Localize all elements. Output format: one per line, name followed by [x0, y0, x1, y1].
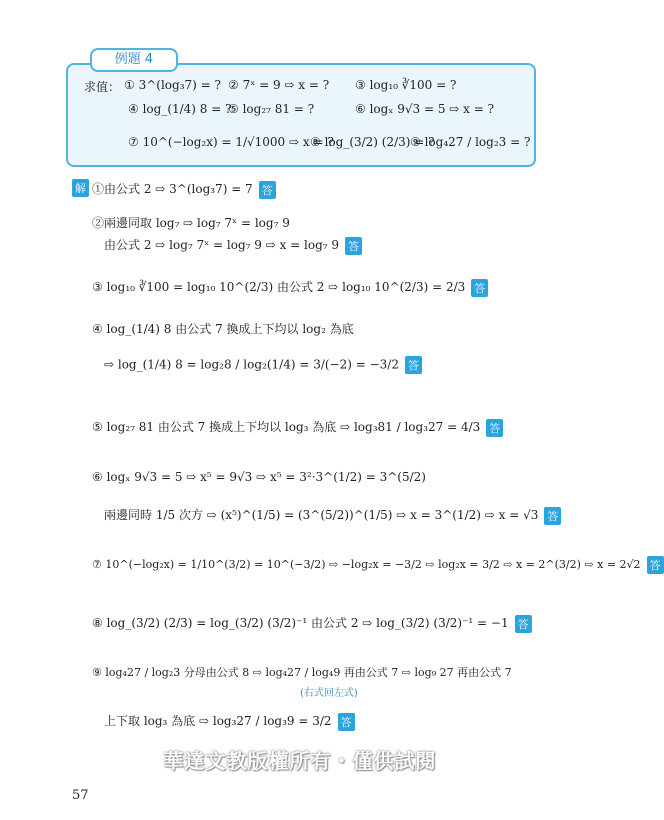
step-3-text: ③ log₁₀ ∛100 = log₁₀ 10^(2/3) 由公式 2 ⇨ log₁₀ 10^(2/3) = 2/3: [92, 280, 466, 294]
step-1-text: ①由公式 2 ⇨ 3^(log₃7) = 7: [92, 182, 253, 196]
watermark: 華達文教版權所有・僅供試閱: [163, 749, 437, 773]
example-prompt: 求值：: [84, 80, 121, 94]
example-title: 例題 4: [90, 48, 178, 72]
solution-step-9a: ⑨ log₄27 / log₂3 分母由公式 8 ⇨ log₄27 / log₄9 再由公式 7 ⇨ log₉ 27 再由公式 7: [92, 666, 512, 679]
step-5-text: ⑤ log₂₇ 81 由公式 7 換成上下均以 log₃ 為底 ⇨ log₃81 / log₃27 = 4/3: [92, 420, 481, 434]
solution-step-2a: ②兩邊同取 log₇ ⇨ log₇ 7ˣ = log₇ 9: [92, 216, 290, 230]
answer-badge: 答: [405, 356, 422, 374]
example-item-5: ⑤ log₂₇ 81 = ?: [228, 102, 315, 116]
example-item-9: ⑨ log₄27 / log₂3 = ?: [410, 135, 531, 149]
step-9b-text: 上下取 log₃ 為底 ⇨ log₃27 / log₃9 = 3/2: [104, 714, 332, 728]
solution-step-8: [92, 614, 532, 633]
solution-step-9-note: (右式回左式): [300, 688, 358, 699]
step-4b-text: ⇨ log_(1/4) 8 = log₂8 / log₂(1/4) = 3/(−2) = −3/2: [104, 357, 399, 372]
answer-badge: 答: [471, 279, 488, 297]
answer-badge: 答: [345, 237, 362, 255]
answer-badge: 答: [486, 419, 503, 437]
example-item-3: ③ log₁₀ ∛100 = ?: [355, 78, 457, 92]
example-item-2: ② 7ˣ = 9 ⇨ x = ?: [228, 78, 330, 92]
solution-step-6a: ⑥ logₓ 9√3 = 5 ⇨ x⁵ = 9√3 ⇨ x⁵ = 3²·3^(1/2) = 3^(5/2): [92, 470, 426, 484]
page-number: 57: [72, 788, 89, 803]
answer-badge: 答: [338, 713, 355, 731]
example-item-7: ⑦ 10^(−log₂x) = 1/√1000 ⇨ x = ?: [128, 135, 334, 149]
solution-tag: 解: [72, 179, 89, 197]
solution-step-4b: [104, 356, 422, 374]
answer-badge: 答: [544, 507, 561, 525]
step-2b-text: 由公式 2 ⇨ log₇ 7ˣ = log₇ 9 ⇨ x = log₇ 9: [104, 238, 340, 252]
step-6b-text: 兩邊同時 1/5 次方 ⇨ (x⁵)^(1/5) = (3^(5/2))^(1/5) ⇨ x = 3^(1/2) ⇨ x = √3: [104, 508, 539, 522]
solution-step-5: [92, 418, 503, 437]
solution-step-7: [92, 556, 664, 574]
example-item-1: ① 3^(log₃7) = ?: [124, 78, 221, 92]
solution-step-9b: [104, 712, 355, 731]
answer-badge: 答: [259, 181, 276, 199]
solution-step-4a: ④ log_(1/4) 8 由公式 7 換成上下均以 log₂ 為底: [92, 322, 354, 336]
step-8-text: ⑧ log_(3/2) (2/3) = log_(3/2) (3/2)⁻¹ 由公式 2 ⇨ log_(3/2) (3/2)⁻¹ = −1: [92, 616, 509, 630]
solution-step-1: [92, 180, 276, 199]
example-item-6: ⑥ logₓ 9√3 = 5 ⇨ x = ?: [355, 102, 495, 116]
solution-step-2b: [104, 236, 362, 255]
answer-badge: 答: [647, 556, 664, 574]
step-7-text: ⑦ 10^(−log₂x) = 1/10^(3/2) = 10^(−3/2) ⇨ −log₂x = −3/2 ⇨ log₂x = 3/2 ⇨ x = 2^(3/2) ⇨ x = 2√2: [92, 558, 641, 571]
answer-badge: 答: [515, 615, 532, 633]
example-item-4: ④ log_(1/4) 8 = ?: [128, 102, 232, 116]
example-item-8: ⑧ log_(3/2) (2/3) = ?: [310, 135, 435, 149]
solution-step-3: [92, 278, 488, 297]
solution-step-6b: [104, 506, 561, 525]
